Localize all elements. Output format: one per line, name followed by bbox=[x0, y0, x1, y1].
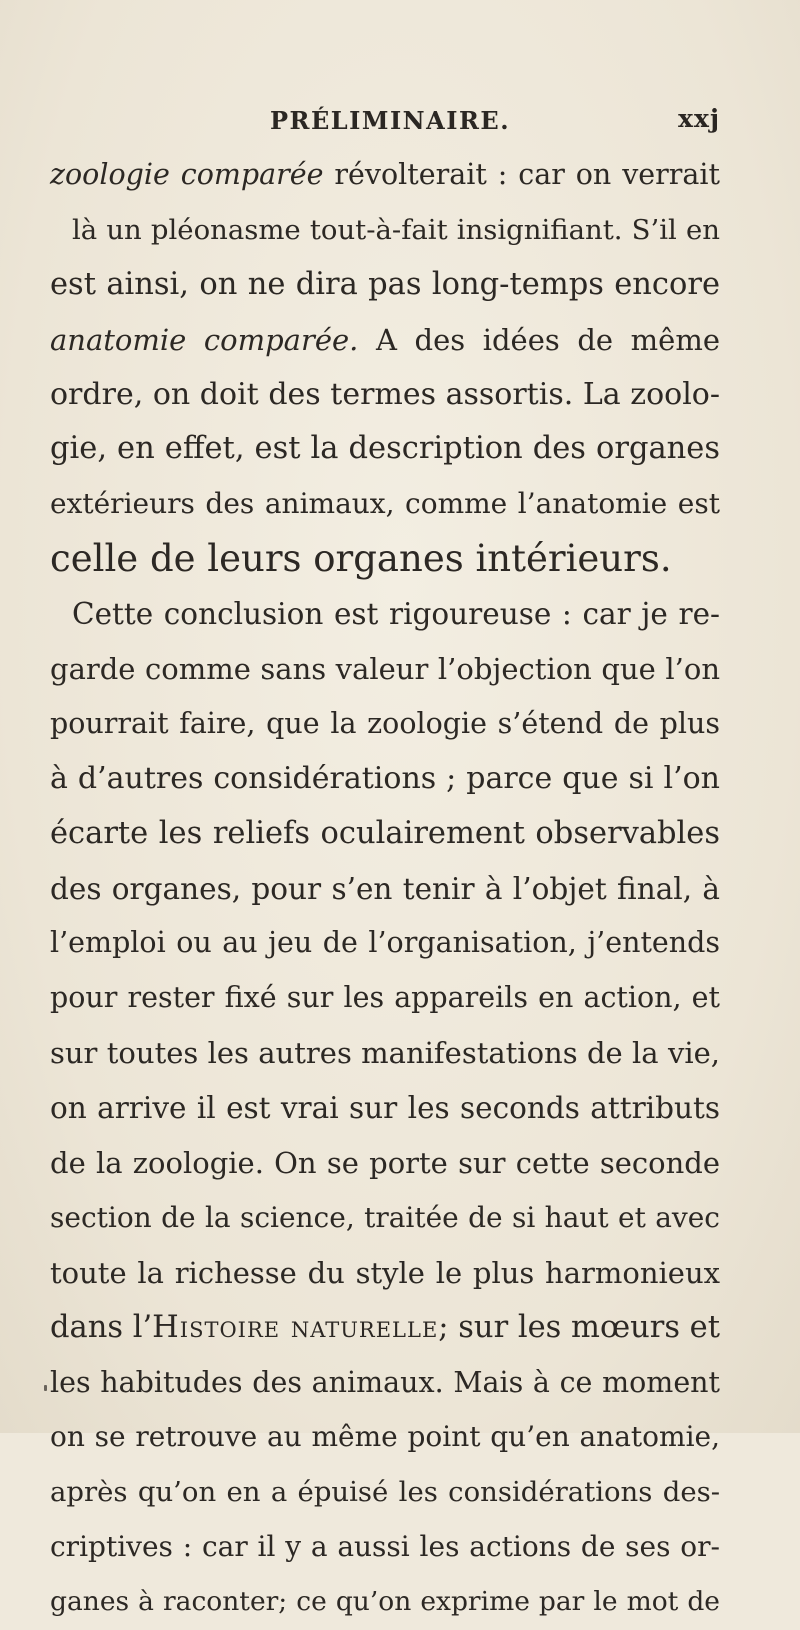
body-text bbox=[50, 148, 720, 1630]
text-line: est ainsi, on ne dira pas long-temps encore bbox=[50, 266, 720, 302]
text-line: on se retrouve au même point qu’en anatomie, bbox=[50, 1420, 720, 1454]
text-line: à d’autres considérations ; parce que si l’on bbox=[50, 760, 720, 796]
text-line: toute la richesse du style le plus harmonieux bbox=[50, 1255, 720, 1290]
page-number: xxj bbox=[678, 104, 720, 133]
text-line: ganes à raconter; ce qu’on exprime par le mot de bbox=[50, 1586, 720, 1618]
text-line: de la zoologie. On se porte sur cette seconde bbox=[50, 1146, 720, 1181]
text-line: garde comme sans valeur l’objection que l’on bbox=[50, 652, 720, 687]
text-line: zoologie comparée révolterait : car on verrait bbox=[50, 158, 720, 191]
text-line: section de la science, traitée de si haut et avec bbox=[50, 1200, 720, 1234]
text-line: criptives : car il y a aussi les actions de ses or- bbox=[50, 1530, 720, 1564]
text-line: des organes, pour s’en tenir à l’objet final, à bbox=[50, 871, 720, 906]
text-line: on arrive il est vrai sur les seconds attributs bbox=[50, 1091, 720, 1126]
running-title: PRÉLIMINAIRE. bbox=[270, 106, 511, 135]
text-line: dans l’Histoire naturelle; sur les mœurs et bbox=[50, 1309, 720, 1345]
ink-speck bbox=[44, 1385, 47, 1391]
text-line: là un pléonasme tout-à-fait insignifiant. S’il en bbox=[72, 213, 720, 246]
running-head bbox=[260, 98, 720, 138]
paragraph-start-line: Cette conclusion est rigoureuse : car je re- bbox=[72, 597, 720, 632]
text-line: pour rester fixé sur les appareils en action, et bbox=[50, 981, 720, 1015]
text-line: après qu’on en a épuisé les considérations des- bbox=[50, 1476, 720, 1509]
text-line: celle de leurs organes intérieurs. bbox=[50, 537, 672, 581]
text-line: ordre, on doit des termes assortis. La zoolo- bbox=[50, 376, 720, 412]
text-line: extérieurs des animaux, comme l’anatomie est bbox=[50, 487, 720, 521]
text-line: gie, en effet, est la description des organes bbox=[50, 431, 720, 467]
text-line: écarte les reliefs oculairement observables bbox=[50, 815, 720, 851]
text-line: les habitudes des animaux. Mais à ce moment bbox=[50, 1365, 720, 1399]
text-line: l’emploi ou au jeu de l’organisation, j’entends bbox=[50, 926, 720, 960]
book-title-small-caps: Histoire naturelle bbox=[152, 1309, 439, 1345]
text-line: sur toutes les autres manifestations de la vie, bbox=[50, 1036, 720, 1071]
text-line: pourrait faire, que la zoologie s’étend de plus bbox=[50, 706, 720, 740]
text-line: anatomie comparée. A des idées de même bbox=[50, 322, 720, 357]
